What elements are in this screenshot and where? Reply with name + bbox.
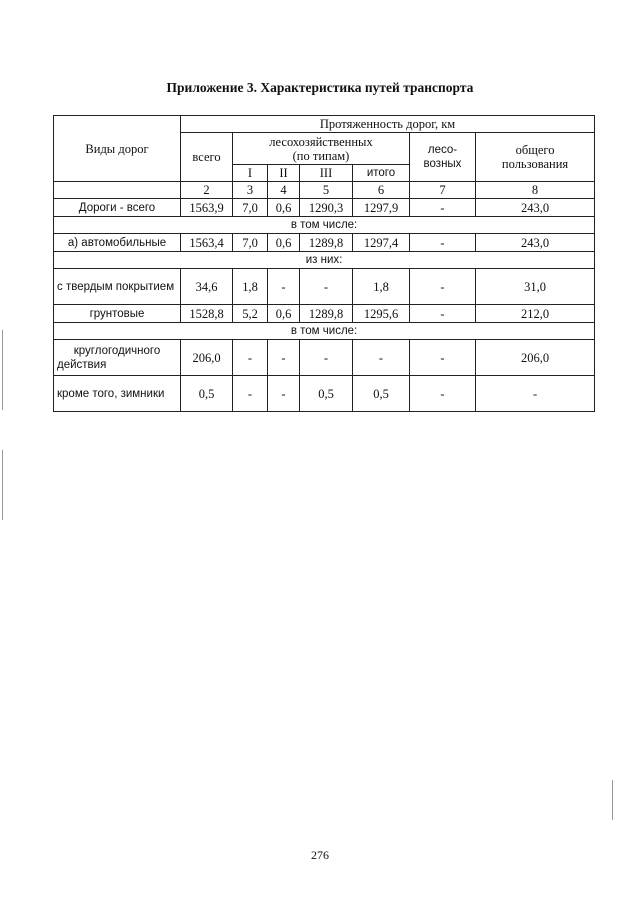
road-characteristics-table [53,115,595,412]
cell-value: - [268,376,300,412]
cell-value: 206,0 [476,340,595,376]
scan-edge-mark [2,330,3,410]
cell-value: - [233,376,268,412]
cell-value: 0,5 [181,376,233,412]
header-timber [410,133,476,182]
header-row [54,116,595,133]
cell-value: 0,5 [300,376,353,412]
cell-value: 1295,6 [353,305,410,323]
cell-value: 212,0 [476,305,595,323]
header-type-3: III [300,165,353,182]
header-public-line: общего [515,143,555,157]
cell-value: 1,8 [353,269,410,305]
column-number: 2 [181,182,233,199]
cell-value: 0,6 [268,199,300,217]
cell-value: - [353,340,410,376]
header-public [476,133,595,182]
cell-value: 7,0 [233,199,268,217]
cell-value: - [300,269,353,305]
table-row [54,252,595,269]
cell-value: 1289,8 [300,234,353,252]
header-public-line: пользования [501,157,569,171]
header-forestry-line: (по типам) [292,148,350,163]
page-title: Приложение 3. Характеристика путей транспорта [166,80,474,95]
header-forestry-line: лесохозяйственных [269,134,373,149]
header-timber-line: лесо- [427,144,458,156]
row-label: круглогодичного действия [54,340,181,376]
column-number: 3 [233,182,268,199]
header-road-types: Виды дорог [54,116,181,182]
cell-value: 243,0 [476,199,595,217]
cell-value: - [410,305,476,323]
cell-value: 31,0 [476,269,595,305]
column-number: 4 [268,182,300,199]
column-number: 8 [476,182,595,199]
cell-value: 0,6 [268,234,300,252]
cell-value: 7,0 [233,234,268,252]
header-forestry [233,133,410,165]
section-label: в том числе: [54,217,595,234]
cell-value: 1297,9 [353,199,410,217]
cell-value: 1290,3 [300,199,353,217]
cell-value: - [410,269,476,305]
table-row [54,217,595,234]
cell-value: - [476,376,595,412]
cell-value: - [268,269,300,305]
column-number: 6 [353,182,410,199]
header-timber-line: возных [423,158,462,170]
section-label: из них: [54,252,595,269]
cell-value: 1297,4 [353,234,410,252]
header-subtotal: итого [353,165,410,182]
column-number: 7 [410,182,476,199]
column-number: 5 [300,182,353,199]
cell-value: - [410,376,476,412]
table-row [54,269,595,305]
table-row [54,340,595,376]
page-number: 276 [311,848,329,862]
row-label: а) автомобильные [54,234,181,252]
cell-value: - [268,340,300,376]
cell-value: 1563,4 [181,234,233,252]
cell-value: 34,6 [181,269,233,305]
cell-value: - [410,340,476,376]
row-label: с твердым покрытием [54,269,181,305]
table-row [54,305,595,323]
header-total: всего [181,133,233,182]
column-number-blank [54,182,181,199]
section-label: в том числе: [54,323,595,340]
row-label: кроме того, зимники [54,376,181,412]
header-type-1: I [233,165,268,182]
cell-value: 0,5 [353,376,410,412]
column-number-row [54,182,595,199]
scan-edge-mark [612,780,613,820]
table-row [54,234,595,252]
cell-value: 206,0 [181,340,233,376]
cell-value: 1528,8 [181,305,233,323]
header-length-group: Протяженность дорог, км [181,116,595,133]
table-row [54,199,595,217]
header-type-2: II [268,165,300,182]
row-label: грунтовые [54,305,181,323]
cell-value: 1563,9 [181,199,233,217]
cell-value: - [410,234,476,252]
cell-value: 1289,8 [300,305,353,323]
cell-value: 5,2 [233,305,268,323]
cell-value: 1,8 [233,269,268,305]
cell-value: 243,0 [476,234,595,252]
scan-edge-mark [2,450,3,520]
cell-value: - [300,340,353,376]
cell-value: 0,6 [268,305,300,323]
row-label: Дороги - всего [54,199,181,217]
cell-value: - [410,199,476,217]
table-row [54,376,595,412]
table-row [54,323,595,340]
cell-value: - [233,340,268,376]
